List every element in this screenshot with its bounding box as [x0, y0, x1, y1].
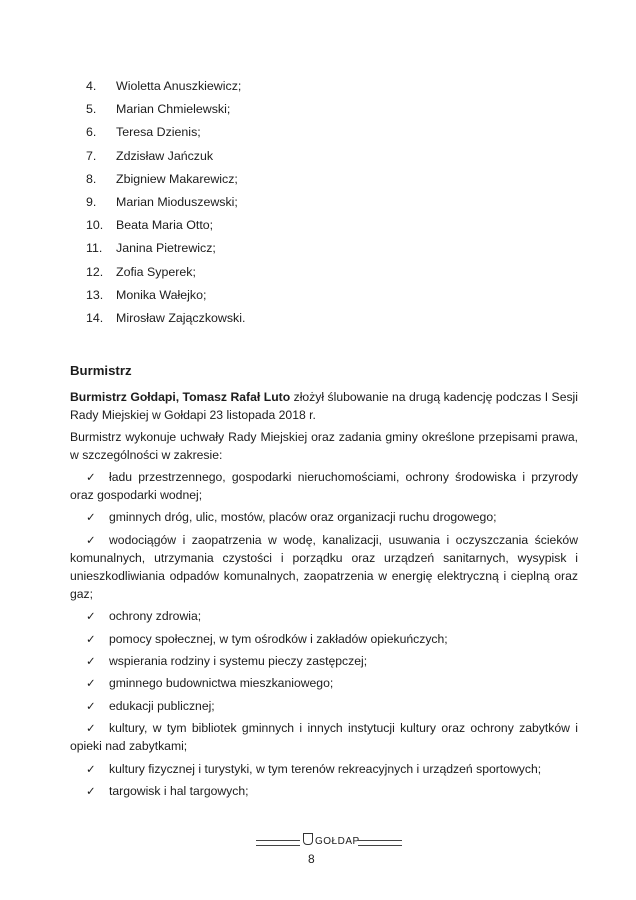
scope-paragraph: Burmistrz wykonuje uchwały Rady Miejskiej oraz zadania gminy określone przepisami prawa, w szczególności w zakresie:: [70, 430, 578, 462]
member-name: Marian Chmielewski;: [116, 102, 231, 117]
item-text: edukacji publicznej;: [109, 698, 215, 713]
item-text: gminnych dróg, ulic, mostów, placów oraz organizacji ruchu drogowego;: [109, 510, 497, 525]
member-name: Zdzisław Jańczuk: [116, 148, 214, 163]
list-item: [86, 240, 245, 263]
logo-text: GOŁDAP: [315, 836, 360, 847]
list-item: [70, 531, 578, 603]
item-text: wodociągów i zaopatrzenia w wodę, kanalizacji, usuwania i oczyszczania ścieków komunalnych, utrzymania czystości i porządku oraz urządzeń sanitarnych, wysypisk i unieszkodliwiania odpadów komunalnych, zaopatrzenia w energię elektryczną i cieplną oraz gaz;: [70, 532, 578, 601]
member-name: Wioletta Anuszkiewicz;: [116, 79, 242, 93]
list-number: 5.: [86, 102, 97, 117]
list-item: [86, 287, 245, 310]
checkmark-icon: ✓: [86, 698, 96, 713]
list-item: [86, 310, 245, 333]
item-text: wspierania rodziny i systemu pieczy zastępczej;: [109, 653, 368, 668]
list-number: 7.: [86, 148, 97, 163]
checkmark-icon: ✓: [86, 676, 96, 691]
list-item: [86, 217, 245, 240]
item-text: ładu przestrzennego, gospodarki nieruchomościami, ochrony środowiska i przyrody oraz gospodarki wodnej;: [70, 470, 578, 502]
list-item: [86, 264, 245, 287]
list-item: [70, 674, 578, 692]
member-name: Marian Mioduszewski;: [116, 194, 238, 209]
mayor-section: [70, 363, 578, 804]
item-text: kultury fizycznej i turystyki, w tym terenów rekreacyjnych i urządzeń sportowych;: [109, 761, 542, 776]
member-name: Zbigniew Makarewicz;: [116, 171, 238, 186]
mayor-name: Burmistrz Gołdapi, Tomasz Rafał Luto: [70, 390, 291, 404]
list-item: [86, 101, 245, 124]
member-name: Teresa Dzienis;: [116, 125, 201, 140]
list-number: 12.: [86, 264, 104, 279]
checkmark-icon: ✓: [86, 761, 96, 776]
item-text: targowisk i hal targowych;: [109, 783, 249, 798]
list-item: [86, 194, 245, 217]
page-number: 8: [308, 852, 315, 866]
list-item: [70, 508, 578, 526]
list-number: 8.: [86, 171, 97, 186]
section-heading: Burmistrz: [70, 363, 132, 378]
council-member-list: [86, 78, 245, 333]
list-number: 6.: [86, 125, 97, 140]
checkmark-icon: ✓: [86, 783, 96, 798]
checkmark-icon: ✓: [86, 653, 96, 668]
footer-logo: [303, 833, 360, 849]
list-item: [70, 782, 578, 800]
list-number: 13.: [86, 287, 104, 302]
item-text: gminnego budownictwa mieszkaniowego;: [109, 676, 334, 691]
footer-divider: [256, 840, 300, 846]
list-number: 14.: [86, 310, 104, 325]
list-item: [70, 719, 578, 755]
item-text: kultury, w tym bibliotek gminnych i innych instytucji kultury oraz ochrony zabytków i opieki nad zabytkami;: [70, 721, 578, 754]
item-text: ochrony zdrowia;: [109, 609, 202, 624]
member-name: Mirosław Zajączkowski.: [116, 310, 246, 325]
checkmark-icon: ✓: [86, 510, 96, 525]
list-item: [86, 148, 245, 171]
list-number: 9.: [86, 194, 97, 209]
checkmark-icon: ✓: [86, 631, 96, 646]
checkmark-icon: ✓: [86, 609, 96, 624]
member-name: Zofia Syperek;: [116, 264, 196, 279]
list-item: [70, 760, 578, 778]
list-item: [70, 652, 578, 670]
list-item: [86, 78, 245, 101]
member-name: Monika Wałejko;: [116, 287, 207, 302]
list-item: [70, 697, 578, 715]
checkmark-icon: ✓: [86, 532, 96, 547]
list-number: 11.: [86, 241, 103, 256]
list-number: 10.: [86, 218, 104, 233]
list-item: [70, 607, 578, 625]
list-item: [86, 171, 245, 194]
member-name: Beata Maria Otto;: [116, 218, 214, 233]
checkmark-icon: ✓: [86, 470, 96, 484]
checkmark-icon: ✓: [86, 721, 96, 736]
intro-paragraph: [70, 388, 578, 424]
list-number: 4.: [86, 79, 97, 93]
list-item: [70, 468, 578, 504]
footer-divider: [358, 840, 402, 846]
member-name: Janina Pietrewicz;: [116, 241, 216, 256]
list-item: [70, 630, 578, 648]
crest-icon: [303, 833, 313, 845]
task-list: [70, 468, 578, 800]
intro-text: złożył ślubowanie na drugą kadencję podczas I Sesji Rady Miejskiej w Gołdapi 23 listopada 2018 r.: [70, 390, 578, 422]
list-item: [86, 124, 245, 147]
item-text: pomocy społecznej, w tym ośrodków i zakładów opiekuńczych;: [109, 631, 448, 646]
